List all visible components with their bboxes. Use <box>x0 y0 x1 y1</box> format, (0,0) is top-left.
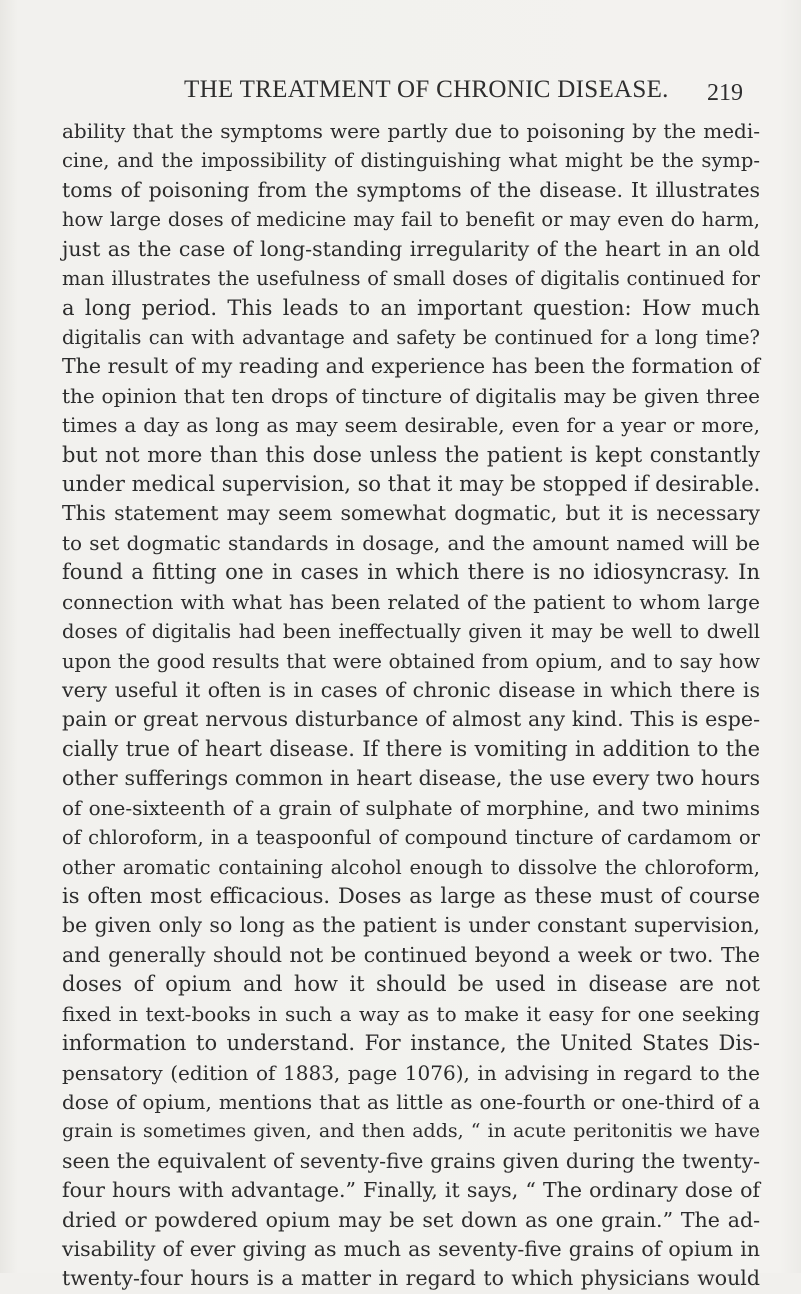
text-line: doses of opium and how it should be used in disease are not <box>62 972 760 997</box>
text-line: pensatory (edition of 1883, page 1076), in advising in regard to the <box>62 1060 760 1085</box>
text-line: connection with what has been related of the patient to whom large <box>62 589 760 614</box>
text-line: visability of ever giving as much as seventy-five grains of opium in <box>62 1237 760 1262</box>
text-line: cine, and the impossibility of distinguishing what might be the symp- <box>62 149 760 173</box>
text-line: ability that the symptoms were partly due to poisoning by the medi- <box>62 119 760 143</box>
text-line: to set dogmatic standards in dosage, and the amount named will be <box>62 530 760 555</box>
text-line: pain or great nervous disturbance of almost any kind. This is espe- <box>62 707 760 732</box>
text-line: man illustrates the usefulness of small doses of digitalis continued for <box>62 267 760 291</box>
text-line: digitalis can with advantage and safety be continued for a long time? <box>62 325 760 349</box>
text-line: seen the equivalent of seventy-five grains given during the twenty- <box>62 1148 760 1173</box>
text-line: upon the good results that were obtained from opium, and to say how <box>62 649 760 673</box>
text-line: dose of opium, mentions that as little as one-fourth or one-third of a <box>62 1089 760 1114</box>
text-line: and generally should not be continued beyond a week or two. The <box>62 942 760 967</box>
text-line: toms of poisoning from the symptoms of the disease. It illustrates <box>62 177 760 202</box>
text-line: a long period. This leads to an important question: How much <box>62 295 760 320</box>
running-head: THE TREATMENT OF CHRONIC DISEASE. <box>184 76 669 103</box>
text-line: of chloroform, in a teaspoonful of compound tincture of cardamom or <box>62 826 760 850</box>
text-line: cially true of heart disease. If there is vomiting in addition to the <box>62 736 760 761</box>
text-line: how large doses of medicine may fail to benefit or may even do harm, <box>62 208 760 232</box>
text-line: found a fitting one in cases in which there is no idiosyncrasy. In <box>62 560 760 585</box>
page-number: 219 <box>707 80 743 106</box>
text-line: The result of my reading and experience has been the formation of <box>62 354 760 379</box>
text-line: times a day as long as may seem desirable, even for a year or more, <box>62 413 760 438</box>
text-line: four hours with advantage.” Finally, it says, “ The ordinary dose of <box>62 1178 760 1203</box>
text-line: just as the case of long-standing irregularity of the heart in an old <box>62 236 760 261</box>
text-line: of one-sixteenth of a grain of sulphate of morphine, and two minims <box>62 795 760 820</box>
text-line: is often most efficacious. Doses as large as these must of course <box>62 883 760 908</box>
text-line: fixed in text-books in such a way as to make it easy for one seeking <box>62 1001 760 1026</box>
text-line: under medical supervision, so that it may be stopped if desirable. <box>62 472 761 497</box>
text-line: the opinion that ten drops of tincture of digitalis may be given three <box>62 383 760 408</box>
text-line: twenty-four hours is a matter in regard to which physicians would <box>62 1266 760 1291</box>
body-paragraph <box>62 117 760 1294</box>
text-line: This statement may seem somewhat dogmatic, but it is necessary <box>62 501 760 526</box>
text-line: doses of digitalis had been ineffectually given it may be well to dwell <box>62 620 760 644</box>
text-line: be given only so long as the patient is under constant supervision, <box>62 913 760 938</box>
text-line: grain is sometimes given, and then adds, “ in acute peritonitis we have <box>62 1120 760 1143</box>
text-line: but not more than this dose unless the patient is kept constantly <box>62 442 760 467</box>
text-line: other sufferings common in heart disease, the use every two hours <box>62 766 760 791</box>
text-line: very useful it often is in cases of chronic disease in which there is <box>62 678 760 703</box>
text-line: other aromatic containing alcohol enough to dissolve the chloroform, <box>62 855 760 879</box>
text-line: dried or powdered opium may be set down as one grain.” The ad- <box>62 1207 760 1232</box>
text-line: information to understand. For instance, the United States Dis- <box>62 1031 760 1056</box>
